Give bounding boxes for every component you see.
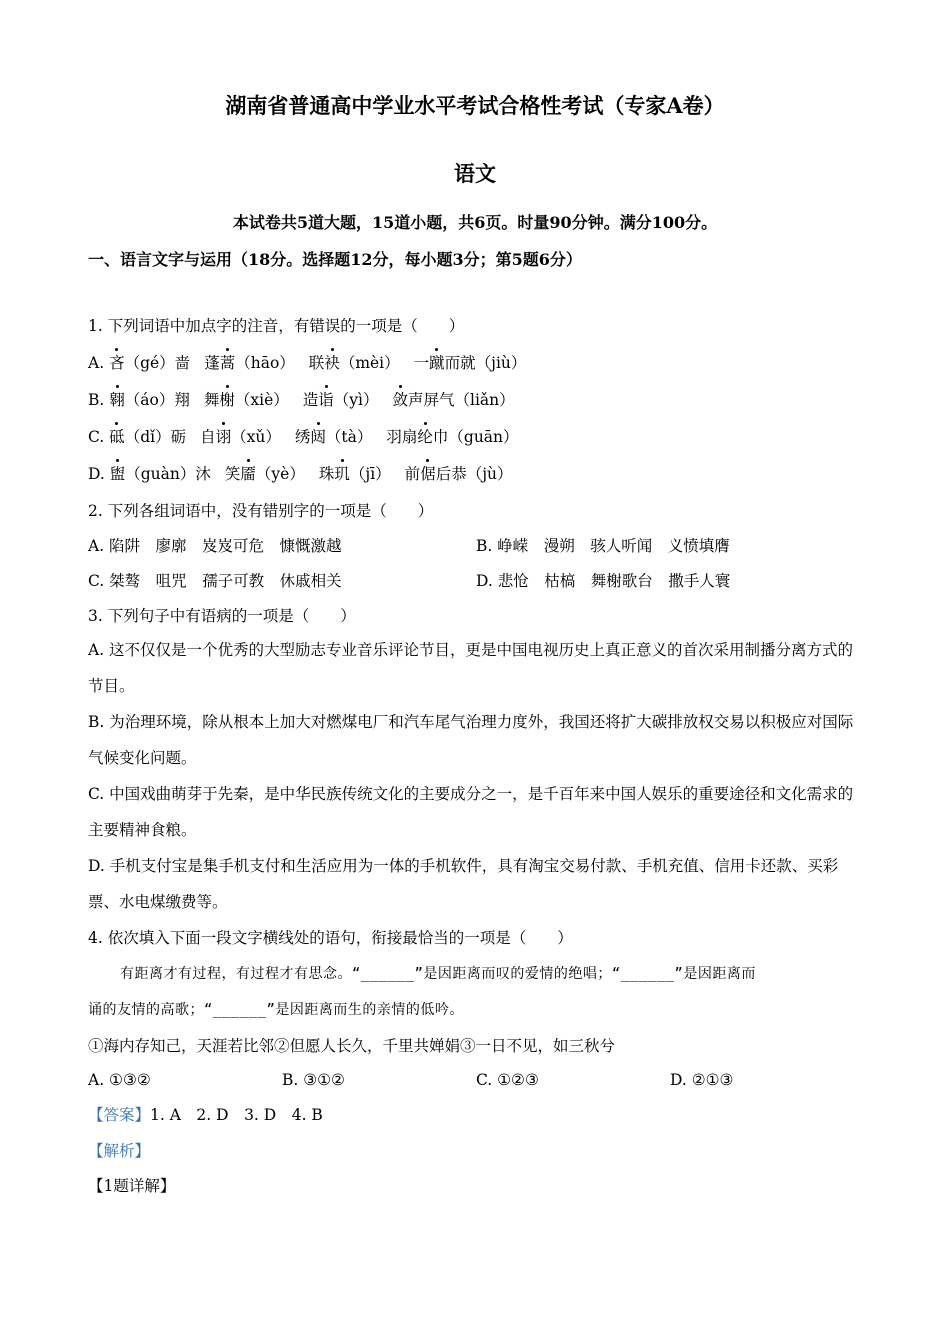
analysis-label: 【解析】 xyxy=(88,1142,151,1160)
q4-option-d: D. ②①③ xyxy=(670,1071,734,1089)
q1-word: 笑靥（yè） xyxy=(224,465,305,483)
dotted-character: 闼 xyxy=(310,428,326,446)
q1-word: 羽扇纶巾（guān） xyxy=(386,428,519,446)
q1-word: 翱（áo）翔 xyxy=(109,391,190,409)
section-heading: 一、语言文字与运用（18分。选择题12分，每小题3分；第5题6分） xyxy=(88,250,582,269)
q4-passage-line1: 有距离才有过程，有过程才有思念。“______”是因距离而叹的爱情的绝唱；“______”是因距离而 xyxy=(120,966,756,982)
option-label: C. xyxy=(88,428,110,446)
dotted-character: 蹴 xyxy=(429,354,445,372)
q2-option-d: D. 悲怆 枯槁 舞榭歌台 撒手人寰 xyxy=(476,572,731,590)
q3-option-b: B. 为治理环境，除从根本上加大对燃煤电厂和汽车尾气治理力度外，我国还将扩大碳排放权交易以积极应对国际气候变化问题。 xyxy=(88,713,854,767)
q2-stem: 2. 下列各组词语中，没有错别字的一项是（ ） xyxy=(88,502,434,520)
q1-option-d xyxy=(88,463,512,485)
dotted-character: 蒿 xyxy=(219,354,236,372)
q2-option-b: B. 峥嵘 漫朔 骇人听闻 义愤填膺 xyxy=(476,537,730,555)
q2-option-c: C. 桀骜 咀咒 孺子可教 休戚相关 xyxy=(88,572,342,590)
exam-info: 本试卷共5道大题，15道小题，共6页。时量90分钟。满分100分。 xyxy=(232,213,718,232)
q3-option-a: A. 这不仅仅是一个优秀的大型励志专业音乐评论节目，更是中国电视历史上真正意义的首次采用制播分离方式的节目。 xyxy=(88,641,854,695)
q3-option-c: C. 中国戏曲萌芽于先秦，是中华民族传统文化的主要成分之一，是千百年来中国人娱乐的重要途径和文化需求的主要精神食粮。 xyxy=(88,785,854,839)
q1-word: 盥（guàn）沐 xyxy=(109,465,211,483)
q1-stem: 1. 下列词语中加点字的注音，有错误的一项是（ ） xyxy=(88,317,465,335)
answer-text: 1. A 2. D 3. D 4. B xyxy=(150,1106,323,1124)
dotted-character: 袂 xyxy=(324,354,340,372)
dotted-character: 玑 xyxy=(334,465,350,483)
exam-title: 湖南省普通高中学业水平考试合格性考试（专家A卷） xyxy=(225,93,725,118)
dotted-character: 纶 xyxy=(417,428,433,446)
q1-option-b xyxy=(88,389,515,411)
q3-stem: 3. 下列句子中有语病的一项是（ ） xyxy=(88,607,356,625)
q4-option-a: A. ①③② xyxy=(88,1071,151,1089)
q2-option-a: A. 陷阱 廖廓 岌岌可危 慷慨激越 xyxy=(88,537,342,555)
dotted-character: 吝 xyxy=(109,354,125,372)
q1-word: 自诩（xǔ） xyxy=(200,428,281,446)
dotted-character: 倨 xyxy=(420,465,436,483)
option-label: D. xyxy=(88,465,110,483)
q1-word: 吝（gé）啬 xyxy=(109,354,191,372)
q4-option-b: B. ③①② xyxy=(282,1071,345,1089)
analysis-detail-heading: 【1题详解】 xyxy=(88,1177,176,1195)
q1-word: 砥（dǐ）砺 xyxy=(109,428,187,446)
dotted-character: 靥 xyxy=(240,465,256,483)
q3-option-d: D. 手机支付宝是集手机支付和生活应用为一体的手机软件，具有淘宝交易付款、手机充值、信用卡还款、买彩票、水电煤缴费等。 xyxy=(88,857,839,911)
q4-choices: ①海内存知己，天涯若比邻②但愿人长久，千里共婵娟③一日不见，如三秋兮 xyxy=(88,1037,616,1055)
q4-option-c: C. ①②③ xyxy=(476,1071,539,1089)
q1-option-a xyxy=(88,352,526,374)
dotted-character: 敛 xyxy=(392,391,409,409)
q1-word: 珠玑（jī） xyxy=(318,465,391,483)
dotted-character: 翱 xyxy=(109,391,125,409)
dotted-character: 诩 xyxy=(215,428,232,446)
answer-row xyxy=(88,1104,323,1126)
answer-label: 【答案】 xyxy=(88,1106,151,1124)
q1-word: 敛声屏气（liǎn） xyxy=(392,391,515,409)
dotted-character: 榭 xyxy=(219,391,235,409)
option-label: A. xyxy=(88,354,110,372)
dotted-character: 诣 xyxy=(318,391,334,409)
q1-word: 绣闼（tà） xyxy=(294,428,373,446)
q1-word: 前倨后恭（jù） xyxy=(404,465,513,483)
dotted-character: 盥 xyxy=(109,465,126,483)
subject-title: 语文 xyxy=(454,161,496,186)
q1-word: 蓬蒿（hāo） xyxy=(204,354,295,372)
dotted-character: 砥 xyxy=(109,428,125,446)
q1-option-c xyxy=(88,426,519,448)
q1-word: 舞榭（xiè） xyxy=(203,391,289,409)
q4-passage-line2: 诵的友情的高歌；“______”是因距离而生的亲情的低吟。 xyxy=(88,1002,464,1018)
q1-word: 一蹴而就（jiù） xyxy=(413,354,527,372)
q4-stem: 4. 依次填入下面一段文字横线处的语句，衔接最恰当的一项是（ ） xyxy=(88,929,573,947)
q1-word: 联袂（mèi） xyxy=(308,354,400,372)
q1-word: 造诣（yì） xyxy=(302,391,379,409)
option-label: B. xyxy=(88,391,110,409)
